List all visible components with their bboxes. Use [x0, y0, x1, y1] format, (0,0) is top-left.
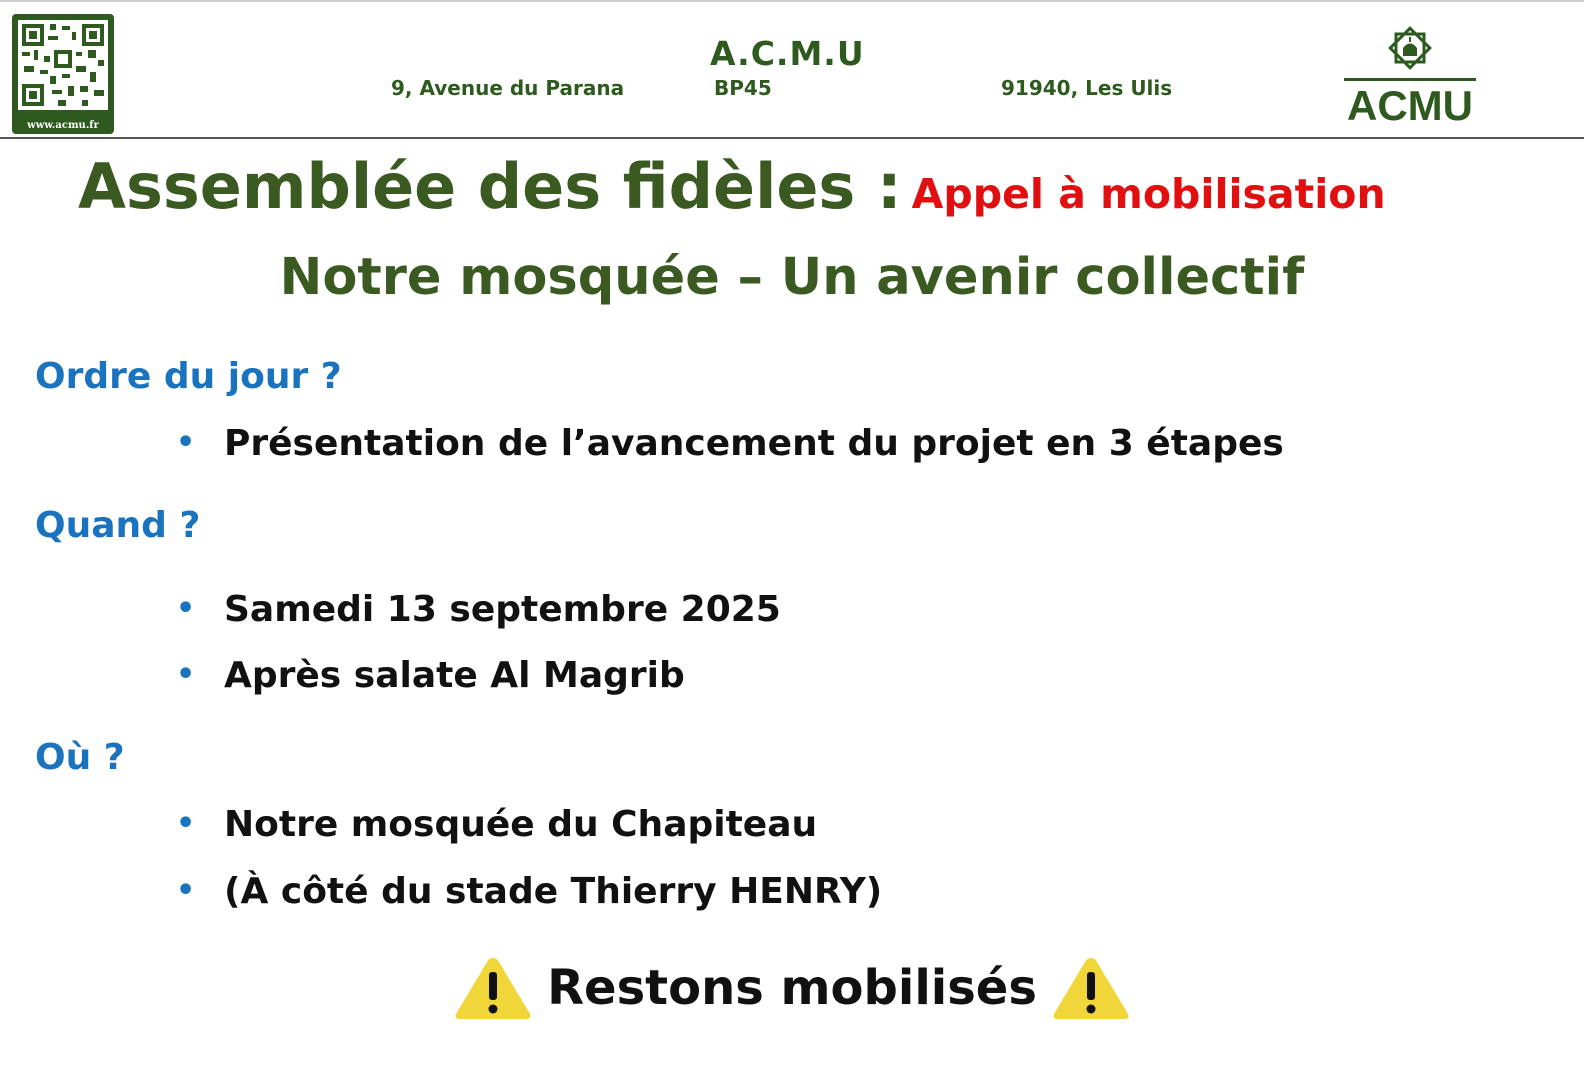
warning-icon [453, 954, 533, 1022]
page-subtitle: Notre mosquée – Un avenir collectif [279, 248, 1305, 307]
bullet-icon: • [176, 806, 196, 841]
title-main: Assemblée des fidèles : [78, 150, 902, 223]
org-title: A.C.M.U [710, 34, 865, 73]
bullet-icon: • [176, 425, 196, 460]
list-item: • Samedi 13 septembre 2025 [176, 589, 781, 630]
bullet-icon: • [176, 591, 196, 626]
section-heading-where: Où ? [35, 737, 125, 778]
qr-caption: www.acmu.fr [27, 120, 99, 131]
footer-callout [0, 954, 1584, 1026]
mosque-emblem-icon [1386, 24, 1434, 72]
letterhead [0, 0, 1584, 139]
list-item: • Après salate Al Magrib [176, 655, 685, 696]
section-heading-agenda: Ordre du jour ? [35, 356, 342, 397]
list-item: • Présentation de l’avancement du projet en 3 étapes [176, 423, 1284, 464]
qr-code-icon [18, 20, 108, 110]
address-box: BP45 [714, 76, 772, 100]
bullet-icon: • [176, 657, 196, 692]
list-item: • Notre mosquée du Chapiteau [176, 804, 818, 845]
page-title [78, 150, 1386, 223]
qr-code[interactable] [12, 14, 114, 134]
logo-divider [1344, 78, 1476, 81]
footer-text: Restons mobilisés [547, 960, 1037, 1016]
warning-icon [1051, 954, 1131, 1022]
logo-text: ACMU [1347, 82, 1473, 129]
title-accent: Appel à mobilisation [911, 170, 1386, 218]
acmu-logo [1344, 24, 1476, 129]
list-item: • (À côté du stade Thierry HENRY) [176, 871, 883, 912]
section-heading-when: Quand ? [35, 505, 201, 546]
bullet-icon: • [176, 873, 196, 908]
address-city: 91940, Les Ulis [1001, 76, 1173, 100]
address-street: 9, Avenue du Parana [391, 76, 625, 100]
